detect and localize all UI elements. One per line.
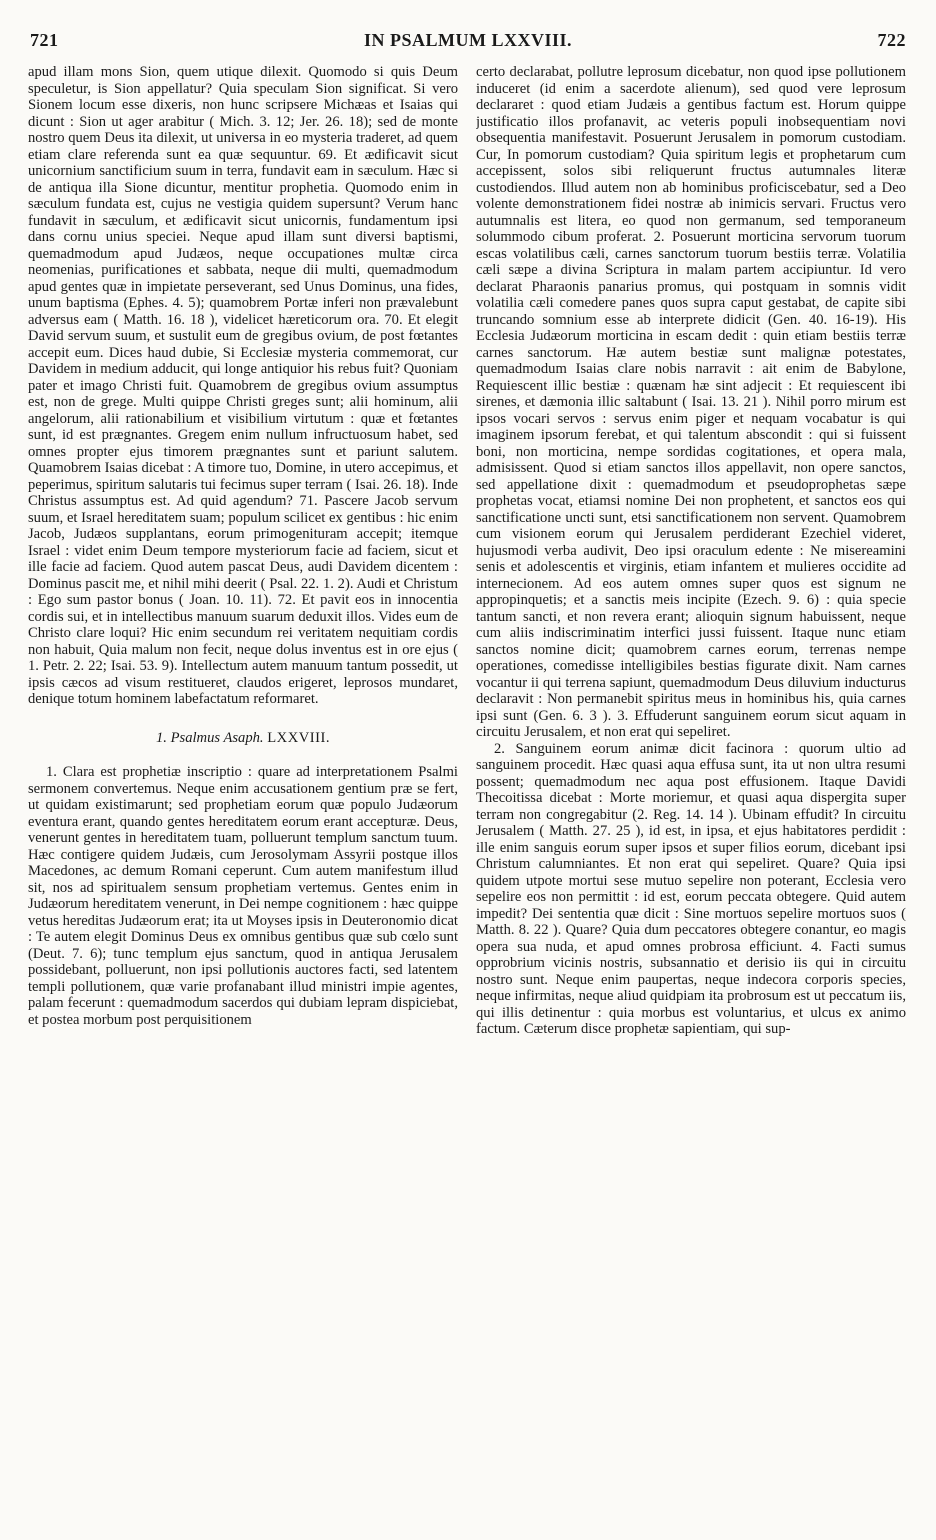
section-heading-title: 1. Psalmus Asaph. xyxy=(156,729,264,746)
page-number-right: 722 xyxy=(877,30,906,50)
page-number-left: 721 xyxy=(30,30,59,50)
section-heading-number: LXXVIII. xyxy=(267,729,330,746)
right-paragraph-2: 2. Sanguinem eorum animæ dicit facinora : quorum ultio ad sanguinem procedit. Hæc quasi aqua effusa sunt, ita ut non ultra resumi possent; quemadmodum nec aqua post effusionem. Itaque Davidi Thecoitissa dicebat : Morte moriemur, et quasi aqua dispergita super terram non congregabitur (2. Reg. 14. 14 ). Ubinam effudit? In circuitu Jerusalem ( Matth. 27. 25 ), id est, in ipsa, et ejus habitatores perdidit : ille enim sanguis eorum super ipsos et super filios eorum, dicebant ipsi Christum calumniantes. Et non erat qui sepeliret. Quare? Quia ipsi quidem utpote mortui sese mutuo sepelire non poterant, Ecclesia vero sepelire eos non permittit : id est, eorum peccata obtegere. Quid autem impedit? Dei sententia quæ dicit : Sine mortuos sepelire mortuos suos ( Matth. 8. 22 ). Quare? Quia dum peccatores obtegere conantur, eo magis opera sua nuda, et apud omnes probrosa efficiunt. 4. Facti sumus opprobrium vicinis nostris, subsannatio et derisio iis qui in circuitu nostro sunt. Neque enim paupertas, neque indecora corporis species, neque infirmitas, neque aliud quidpiam ita probrosum est ut peccatum iis, qui illis detinentur : quia morbus est voluntarius, et ulcus ex animo factum. Cæterum disce prophetæ sapientiam, qui sup- xyxy=(476,740,906,1037)
section-heading xyxy=(28,730,458,747)
right-column xyxy=(476,64,906,1520)
left-paragraph-1: apud illam mons Sion, quem utique dilexit. Quomodo si quis Deum speculetur, is Sion appellatur? Quia speculam Sion significat. Si vero Sionem locum esse dixeris, non hunc scripsere Michæas et Isaias qui dicunt : Sion ut ager arabitur ( Mich. 3. 12; Jer. 26. 18); sed de monte nostro quem Deus ita dilexit, ut universa in eo mysteria traderet, ad quem etiam clare referenda sunt ea quæ sequuntur. 69. Et ædificavit sicut unicornium sanctificium suum in terra, fundavit eam in sæculum. Hæc si de antiqua illa Sione dicuntur, mentitur prophetia. Quomodo enim in sæculum fundata est, cujus ne vestigia quidem supersunt? Verum hanc fundavit in sæculum, et ædificavit sicut unicornis, fundamentum ipsi dans cornu unius speciei. Neque apud illam sunt diversi baptismi, quemadmodum apud Judæos, neque occupationes multæ circa neomenias, purificationes et sabbata, neque dii multi, quemadmodum apud gentes quæ in impietate perseverant, sed Unus Dominus, una fides, unum baptisma (Ephes. 4. 5); quamobrem Portæ inferi non prævalebunt adversus eam ( Matth. 16. 18 ), videlicet hæreticorum ora. 70. Et elegit David servum suum, et sustulit eum de gregibus ovium, de post fœtantes accepit eum. Dices haud dubie, Si Ecclesiæ mysteria commemorat, cur Davidem in medium adducit, qui longe antiquior his rebus fuit? Quoniam pater et imago Christi fuit. Quamobrem de gregibus ovium assumptus est, non de grege. Multi quippe Christi greges sunt; alii hominum, alii angelorum, alii rationabilium et visibilium virtutum : quæ et fœtantes sunt, id est prægnantes. Gregem enim nullum infructuosum habet, sed omnes propter ejus timorem prægnantes sunt et pariunt salutem. Quamobrem Isaias dicebat : A timore tuo, Domine, in utero accepimus, et peperimus, spiritum salutaris tui fecimus super terram ( Isai. 26. 18). Inde Christus assumptus est. Ad quid agendum? 71. Pascere Jacob servum suum, et Israel hereditatem suam; populum scilicet ex gentibus : hic enim Jacob, Judæos supplantans, eorum primogenituram accepit; itemque Israel : videt enim Deum tempore mysteriorum facie ad faciem, sicut et ille facie ad faciem. Quod autem pascat Deus, audi Davidem dicentem : Dominus pascit me, et nihil mihi deerit ( Psal. 22. 1. 2). Audi et Christum : Ego sum pastor bonus ( Joan. 10. 11). 72. Et pavit eos in innocentia cordis sui, et in intellectibus manuum suarum deduxit illos. Vides eum de Christo clare loqui? Hic enim secundum rei veritatem nequitiam cordis non habuit, Quia malum non fecit, neque dolus inventus est in ore ejus ( 1. Petr. 2. 22; Isai. 53. 9). Intellectum autem manuum tantum possedit, ut ipsis cæcos ad visum restitueret, claudos erigeret, leprosos mundaret, denique totum hominem labefactatum reformaret. xyxy=(28,64,458,707)
page-header xyxy=(30,30,906,56)
running-head: IN PSALMUM LXXVIII. xyxy=(363,30,572,50)
right-paragraph-1: certo declarabat, pollutre leprosum dicebatur, non quod ipse pollutionem induceret (id enim a sacerdote alienum), sed quod vere leprosum declararet : quod etiam Judæis a gentibus factum est. Horum quippe justificatio illos profanavit, ac veteris populi inobsequentiam novi obsequentia manifestavit. Posuerunt Jerusalem in pomorum custodiam. Cur, In pomorum custodiam? Quia spiritum legis et prophetarum cum accepissent, solos sibi reliquerunt fructus autumnales literæ custodiendos. Illud autem non ab hominibus proficiscebatur, sed a Deo volente demonstrationem fidei nostræ ab inimicis servari. Fructus vero autumnalis est litera, eo quod non germanum, sed temporaneum solummodo cibum proferat. 2. Posuerunt morticina servorum tuorum escas volatilibus cæli, carnes sanctorum tuorum bestiis terræ. Volatilia cæli sæpe a divina Scriptura in malam partem accipiuntur. Id vero declarat Pharaonis panarius promus, qui postquam in somnis vidit volatilia cæli comedere panes quos supra caput gestabat, de capite sibi truncando somnium esse ab interprete didicit (Gen. 40. 16-19). His Ecclesia Judæorum morticina in escam dedit : quin etiam bestiis terræ carnes sanctorum. Hæ autem bestiæ sunt malignæ potestates, quemadmodum Isaias clare nobis narravit : ait enim de Babylone, Requiescent illic bestiæ : quænam hæ sint adjecit : Et requiescent ibi sirenes, et dæmonia illic saltabunt ( Isai. 13. 21 ). Nihil porro mirum est ipsos vocari servos : servus enim piger et nequam vocabatur is qui imaginem ipsorum ferebat, et qui talentum abscondit : qui si fuissent boni, non morticina, nempe sordidas cogitationes, et opera mala, admisissent. Quod si etiam sanctos illos appellavit, non opere sanctos, sed appellatione dixit : quemadmodum et pseudoprophetas sæpe prophetas vocat, etiamsi nomine Dei non prophetent, et sanctos eos qui sanctificatione uncti sunt, etsi sanctificationem non servent. Quamobrem cum visionem eorum qui Jerusalem perdiderant Ezechiel videret, hujusmodi verba audivit, Deo ipsi oraculum edente : Ne misereamini senis et adolescentis et virginis, etiam infantem et mulieres occidite ad internecionem. Ad eos autem omnes super quos est signum ne appropinquetis; et a sanctis meis incipite (Ezech. 9. 6) : quia specie tantum sancti, et non revera erant; alioquin signum habuissent, neque cum aliis indiscriminatim interfici jussi fuissent. Itaque nunc etiam sanctos nomine dicit; quamobrem carnes eorum, terrenas nempe operationes, comedisse intelligibiles bestias figurate dixit. Nam carnes vocantur ii qui terrena sapiunt, quemadmodum Deus diluvium inducturus declaravit : Non permanebit spiritus meus in hominibus his, quia carnes ipsi sunt (Gen. 6. 3 ). 3. Effuderunt sanguinem eorum sicut aquam in circuitu Jerusalem, et non erat qui sepeliret. xyxy=(476,64,906,740)
left-column xyxy=(28,64,458,1520)
left-paragraph-2: 1. Clara est prophetiæ inscriptio : quare ad interpretationem Psalmi sermonem convertemus. Neque enim accusationem gentium præ se fert, ut quidam existimarunt; sed prophetiam eorum quæ populo Judæorum eventura erant, quando gentes hereditatem eorum erant accepturæ. Deus, venerunt gentes in hereditatem tuam, polluerunt templum sanctum tuum. Hæc contigere quidem Judæis, cum Jerosolymam Assyrii postque illos Macedones, ac demum Romani ceperunt. Cum autem manifestum illud sit, nos ad spiritualem sensum prophetiam vertemus. Gentes enim in Judæorum hereditatem venerunt, in Dei nempe cognitionem : hæc quippe vetus hereditas Judæorum erat; ita ut Moyses ipsis in Deuteronomio dicat : Te autem elegit Dominus Deus ex omnibus gentibus quæ sub cœlo sunt (Deut. 7. 6); tunc templum ejus sanctum, quod in antiqua Jerusalem possidebant, polluerunt, non ipsi pollutionis auctores facti, sed latentem templi pollutionem, quæ varie profanabant illud ministri impie agentes, palam fecerunt : quemadmodum sacerdos qui dubiam lepram dispiciebat, et postea morbum post perquisitionem xyxy=(28,764,458,1028)
